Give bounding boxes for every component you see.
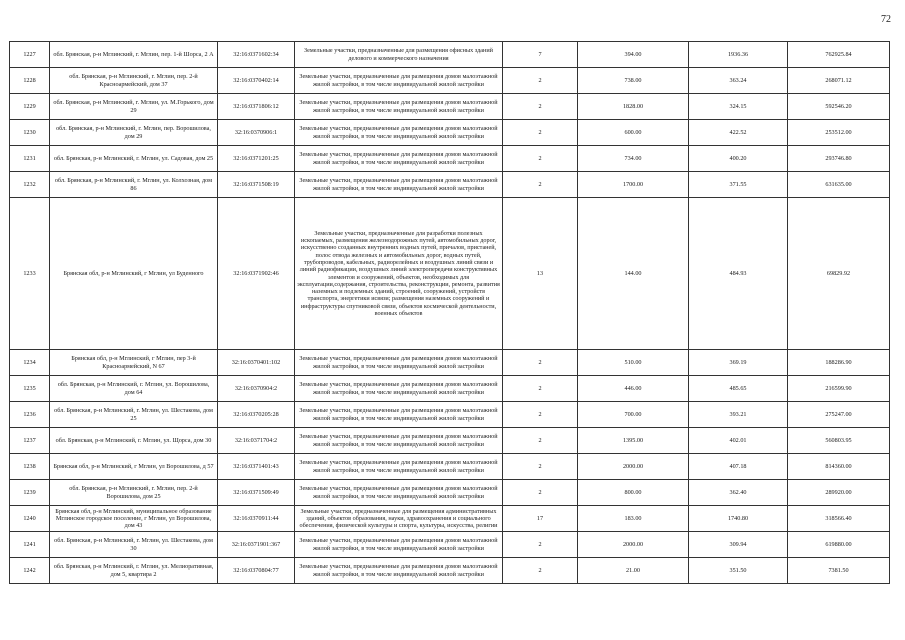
address-cell: Брянская обл, р-н Мглинский, муниципальное образование Мглинское городское поселение, г Мглин, ул Ворошилова, дом 43	[50, 506, 218, 532]
table-row	[10, 350, 890, 376]
table-row	[10, 402, 890, 428]
area-cell: 700.00	[578, 402, 689, 428]
address-cell: обл. Брянская, р-н Мглинский, г. Мглин, ул. Шестакова, дом 25	[50, 402, 218, 428]
area-cell: 510.00	[578, 350, 689, 376]
table-row	[10, 68, 890, 94]
cadastral-value-cell: 560803.95	[788, 428, 890, 454]
address-cell: обл. Брянская, р-н Мглинский, г. Мглин, ул. Мелиоративная, дом 5, квартира 2	[50, 558, 218, 584]
table-row	[10, 120, 890, 146]
cadastral-number-cell: 32:16:0371508:19	[218, 172, 295, 198]
group-code-cell: 2	[503, 376, 578, 402]
address-cell: обл. Брянская, р-н Мглинский, г. Мглин, ул. Ворошилова, дом 64	[50, 376, 218, 402]
row-number: 1239	[10, 480, 50, 506]
land-use-cell: Земельные участки, предназначенные для размещения домов малоэтажной жилой застройки, в том числе индивидуальной жилой застройки	[295, 558, 503, 584]
cadastral-number-cell: 32:16:0370401:102	[218, 350, 295, 376]
land-use-cell: Земельные участки, предназначенные для размещения домов малоэтажной жилой застройки, в том числе индивидуальной жилой застройки	[295, 350, 503, 376]
group-code-cell: 17	[503, 506, 578, 532]
land-use-cell: Земельные участки, предназначенные для размещения домов малоэтажной жилой застройки, в том числе индивидуальной жилой застройки	[295, 402, 503, 428]
area-cell: 738.00	[578, 68, 689, 94]
specific-value-cell: 324.15	[689, 94, 788, 120]
group-code-cell: 2	[503, 558, 578, 584]
specific-value-cell: 351.50	[689, 558, 788, 584]
table-row	[10, 480, 890, 506]
group-code-cell: 2	[503, 146, 578, 172]
row-number: 1227	[10, 42, 50, 68]
table-row	[10, 172, 890, 198]
row-number: 1240	[10, 506, 50, 532]
cadastral-value-cell: 619880.00	[788, 532, 890, 558]
specific-value-cell: 309.94	[689, 532, 788, 558]
specific-value-cell: 363.24	[689, 68, 788, 94]
specific-value-cell: 402.01	[689, 428, 788, 454]
table-row	[10, 42, 890, 68]
cadastral-value-cell: 7381.50	[788, 558, 890, 584]
cadastral-number-cell: 32:16:0371901:367	[218, 532, 295, 558]
cadastral-number-cell: 32:16:0371806:12	[218, 94, 295, 120]
land-use-cell: Земельные участки, предназначенные для разработки полезных ископаемых, размещения железнодорожных путей, автомобильных дорог, искусственно созданных внутренних водных путей, причалов, пристаней, полос отвода железных и автомобильных дорог, водных путей, трубопроводов, кабельных, радиорелейных и воздушных линий связи и линий радиофикации, воздушных линий электропередачи конструктивных элементов и сооружений, объектов, необходимых для эксплуатации,содержания, строительства, реконструкции, ремонта, развития наземных и подземных зданий, строений, сооружений, устройств транспорта, энергетики исвязи; размещения наземных сооружений и инфраструктуры спутниковой связи, объектов космической деятельности, военных объектов	[295, 198, 503, 350]
cadastral-number-cell: 32:16:0371602:34	[218, 42, 295, 68]
cadastral-value-cell: 268071.12	[788, 68, 890, 94]
table-row	[10, 506, 890, 532]
cadastral-number-cell: 32:16:0370904:2	[218, 376, 295, 402]
group-code-cell: 2	[503, 120, 578, 146]
cadastral-value-cell: 814360.00	[788, 454, 890, 480]
area-cell: 183.00	[578, 506, 689, 532]
row-number: 1241	[10, 532, 50, 558]
land-use-cell: Земельные участки, предназначенные для размещения домов малоэтажной жилой застройки, в том числе индивидуальной жилой застройки	[295, 428, 503, 454]
address-cell: обл. Брянская, р-н Мглинский, г. Мглин, пер. 2-й Красноармейский, дом 37	[50, 68, 218, 94]
area-cell: 2000.00	[578, 532, 689, 558]
row-number: 1236	[10, 402, 50, 428]
row-number: 1231	[10, 146, 50, 172]
specific-value-cell: 1740.80	[689, 506, 788, 532]
specific-value-cell: 369.19	[689, 350, 788, 376]
group-code-cell: 7	[503, 42, 578, 68]
area-cell: 144.00	[578, 198, 689, 350]
group-code-cell: 2	[503, 532, 578, 558]
row-number: 1233	[10, 198, 50, 350]
table-row	[10, 428, 890, 454]
land-registry-table	[9, 41, 890, 584]
address-cell: обл. Брянская, р-н Мглинский, г. Мглин, ул. Щорса, дом 30	[50, 428, 218, 454]
group-code-cell: 13	[503, 198, 578, 350]
table-row	[10, 532, 890, 558]
address-cell: обл. Брянская, р-н Мглинский, г. Мглин, ул. Колхозная, дом 86	[50, 172, 218, 198]
cadastral-number-cell: 32:16:0371509:49	[218, 480, 295, 506]
area-cell: 1828.00	[578, 94, 689, 120]
page-number: 72	[881, 14, 891, 25]
land-use-cell: Земельные участки, предназначенные для размещения домов малоэтажной жилой застройки, в том числе индивидуальной жилой застройки	[295, 68, 503, 94]
cadastral-value-cell: 275247.00	[788, 402, 890, 428]
table-body	[10, 42, 890, 584]
cadastral-value-cell: 188286.90	[788, 350, 890, 376]
row-number: 1242	[10, 558, 50, 584]
row-number: 1238	[10, 454, 50, 480]
land-use-cell: Земельные участки, предназначенные для размещения домов малоэтажной жилой застройки, в том числе индивидуальной жилой застройки	[295, 532, 503, 558]
address-cell: Брянская обл, р-н Мглинский, г Мглин, ул Ворошилова, д 57	[50, 454, 218, 480]
cadastral-value-cell: 631635.00	[788, 172, 890, 198]
cadastral-number-cell: 32:16:0370906:1	[218, 120, 295, 146]
area-cell: 1395.00	[578, 428, 689, 454]
row-number: 1237	[10, 428, 50, 454]
specific-value-cell: 422.52	[689, 120, 788, 146]
specific-value-cell: 484.93	[689, 198, 788, 350]
area-cell: 446.00	[578, 376, 689, 402]
address-cell: Брянская обл, р-н Мглинский, г Мглин, ул Буденного	[50, 198, 218, 350]
table-row	[10, 198, 890, 350]
table-row	[10, 454, 890, 480]
land-use-cell: Земельные участки, предназначенные для размещения административных зданий, объектов образования, науки, здравоохранения и социального обеспечения, физической культуры и спорта, культуры, искусства, религии	[295, 506, 503, 532]
cadastral-number-cell: 32:16:0370205:28	[218, 402, 295, 428]
address-cell: Брянская обл, р-н Мглинский, г Мглин, пер 3-й Красноармейский, N 67	[50, 350, 218, 376]
area-cell: 2000.00	[578, 454, 689, 480]
cadastral-number-cell: 32:16:0370911:44	[218, 506, 295, 532]
address-cell: обл. Брянская, р-н Мглинский, г. Мглин, ул. Садовая, дом 25	[50, 146, 218, 172]
address-cell: обл. Брянская, р-н Мглинский, г. Мглин, ул. Шестакова, дом 30	[50, 532, 218, 558]
specific-value-cell: 393.21	[689, 402, 788, 428]
area-cell: 800.00	[578, 480, 689, 506]
cadastral-number-cell: 32:16:0371401:43	[218, 454, 295, 480]
land-use-cell: Земельные участки, предназначенные для размещения домов малоэтажной жилой застройки, в том числе индивидуальной жилой застройки	[295, 94, 503, 120]
specific-value-cell: 485.65	[689, 376, 788, 402]
cadastral-number-cell: 32:16:0371902:46	[218, 198, 295, 350]
group-code-cell: 2	[503, 480, 578, 506]
table-row	[10, 376, 890, 402]
group-code-cell: 2	[503, 68, 578, 94]
row-number: 1234	[10, 350, 50, 376]
specific-value-cell: 371.55	[689, 172, 788, 198]
area-cell: 21.00	[578, 558, 689, 584]
cadastral-value-cell: 289920.00	[788, 480, 890, 506]
row-number: 1230	[10, 120, 50, 146]
area-cell: 600.00	[578, 120, 689, 146]
address-cell: обл. Брянская, р-н Мглинский, г. Мглин, пер. 1-й Шорса, 2 А	[50, 42, 218, 68]
land-use-cell: Земельные участки, предназначенные для размещения домов малоэтажной жилой застройки, в том числе индивидуальной жилой застройки	[295, 120, 503, 146]
group-code-cell: 2	[503, 454, 578, 480]
cadastral-value-cell: 69829.92	[788, 198, 890, 350]
land-use-cell: Земельные участки, предназначенные для размещения домов малоэтажной жилой застройки, в том числе индивидуальной жилой застройки	[295, 172, 503, 198]
group-code-cell: 2	[503, 402, 578, 428]
group-code-cell: 2	[503, 172, 578, 198]
address-cell: обл. Брянская, р-н Мглинский, г. Мглин, пер. Ворошилова, дом 29	[50, 120, 218, 146]
row-number: 1232	[10, 172, 50, 198]
area-cell: 734.00	[578, 146, 689, 172]
specific-value-cell: 362.40	[689, 480, 788, 506]
row-number: 1229	[10, 94, 50, 120]
land-use-cell: Земельные участки, предназначенные для размещения домов малоэтажной жилой застройки, в том числе индивидуальной жилой застройки	[295, 376, 503, 402]
specific-value-cell: 400.20	[689, 146, 788, 172]
table-row	[10, 94, 890, 120]
cadastral-number-cell: 32:16:0371704:2	[218, 428, 295, 454]
table-row	[10, 558, 890, 584]
land-use-cell: Земельные участки, предназначенные для размещения офисных зданий делового и коммерческого назначения	[295, 42, 503, 68]
address-cell: обл. Брянская, р-н Мглинский, г. Мглин, ул. М.Горького, дом 29	[50, 94, 218, 120]
cadastral-value-cell: 253512.00	[788, 120, 890, 146]
cadastral-number-cell: 32:16:0370402:14	[218, 68, 295, 94]
cadastral-value-cell: 216599.90	[788, 376, 890, 402]
cadastral-value-cell: 762925.84	[788, 42, 890, 68]
group-code-cell: 2	[503, 428, 578, 454]
land-use-cell: Земельные участки, предназначенные для размещения домов малоэтажной жилой застройки, в том числе индивидуальной жилой застройки	[295, 454, 503, 480]
land-use-cell: Земельные участки, предназначенные для размещения домов малоэтажной жилой застройки, в том числе индивидуальной жилой застройки	[295, 146, 503, 172]
row-number: 1228	[10, 68, 50, 94]
group-code-cell: 2	[503, 94, 578, 120]
area-cell: 394.00	[578, 42, 689, 68]
row-number: 1235	[10, 376, 50, 402]
land-use-cell: Земельные участки, предназначенные для размещения домов малоэтажной жилой застройки, в том числе индивидуальной жилой застройки	[295, 480, 503, 506]
address-cell: обл. Брянская, р-н Мглинский, г. Мглин, пер. 2-й Ворошилова, дом 25	[50, 480, 218, 506]
table-row	[10, 146, 890, 172]
specific-value-cell: 407.18	[689, 454, 788, 480]
area-cell: 1700.00	[578, 172, 689, 198]
specific-value-cell: 1936.36	[689, 42, 788, 68]
cadastral-number-cell: 32:16:0371201:25	[218, 146, 295, 172]
cadastral-value-cell: 318566.40	[788, 506, 890, 532]
cadastral-value-cell: 293746.80	[788, 146, 890, 172]
group-code-cell: 2	[503, 350, 578, 376]
cadastral-number-cell: 32:16:0370804:77	[218, 558, 295, 584]
cadastral-value-cell: 592546.20	[788, 94, 890, 120]
